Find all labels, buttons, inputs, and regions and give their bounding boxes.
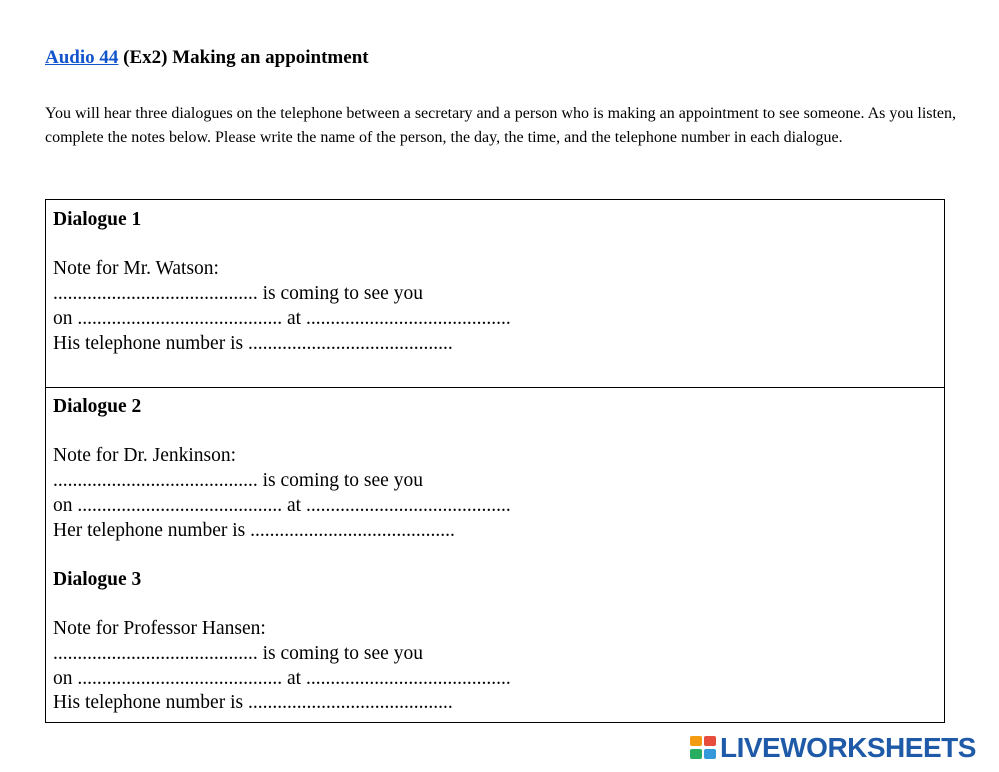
dialogue-1-line-day-time[interactable]: on .......................................... at .......................................... — [53, 307, 511, 329]
dialogue-3-line-day-time[interactable]: on .......................................... at .......................................... — [53, 667, 511, 689]
liveworksheets-logo-icon — [690, 736, 718, 760]
dialogue-3-line-name[interactable]: .......................................... is coming to see you — [53, 642, 423, 664]
dialogue-3-heading: Dialogue 3 — [53, 568, 142, 590]
dialogue-box-1 — [45, 199, 945, 388]
dialogue-2-line-day-time[interactable]: on .......................................... at .......................................... — [53, 494, 511, 516]
dialogue-2-line-phone[interactable]: Her telephone number is .......................................... — [53, 519, 455, 541]
dialogue-box-2-3 — [45, 387, 945, 723]
dialogue-3-line-phone[interactable]: His telephone number is .......................................... — [53, 692, 453, 714]
dialogue-2 — [53, 395, 937, 716]
spacer — [53, 420, 937, 445]
brand-name: LIVEWORKSHEETS — [720, 732, 976, 763]
dialogue-1-line-phone[interactable]: His telephone number is .......................................... — [53, 332, 453, 354]
dialogue-2-heading: Dialogue 2 — [53, 396, 142, 417]
dialogue-2-note: Note for Dr. Jenkinson: — [53, 445, 237, 467]
liveworksheets-brand — [690, 733, 976, 763]
dialogue-1-heading: Dialogue 1 — [53, 209, 142, 230]
dialogue-1-note: Note for Mr. Watson: — [53, 258, 219, 280]
spacer — [53, 233, 937, 258]
title-text: (Ex2) Making an appointment — [123, 47, 369, 68]
dialogue-1-line-name[interactable]: .......................................... is coming to see you — [53, 283, 423, 305]
spacer — [53, 593, 937, 618]
dialogue-3-note: Note for Professor Hansen: — [53, 618, 266, 640]
audio-link[interactable]: Audio 44 — [45, 47, 119, 68]
dialogue-1 — [53, 208, 937, 356]
dialogue-2-line-name[interactable]: .......................................... is coming to see you — [53, 470, 423, 492]
spacer — [53, 543, 937, 568]
page-title — [45, 46, 369, 70]
instructions-text: You will hear three dialogues on the telephone between a secretary and a person who is making an appointment to see someone. As you listen, complete the notes below. Please write the name of the person, the day, the time, and the telephone number in each dialogue. — [45, 105, 957, 146]
